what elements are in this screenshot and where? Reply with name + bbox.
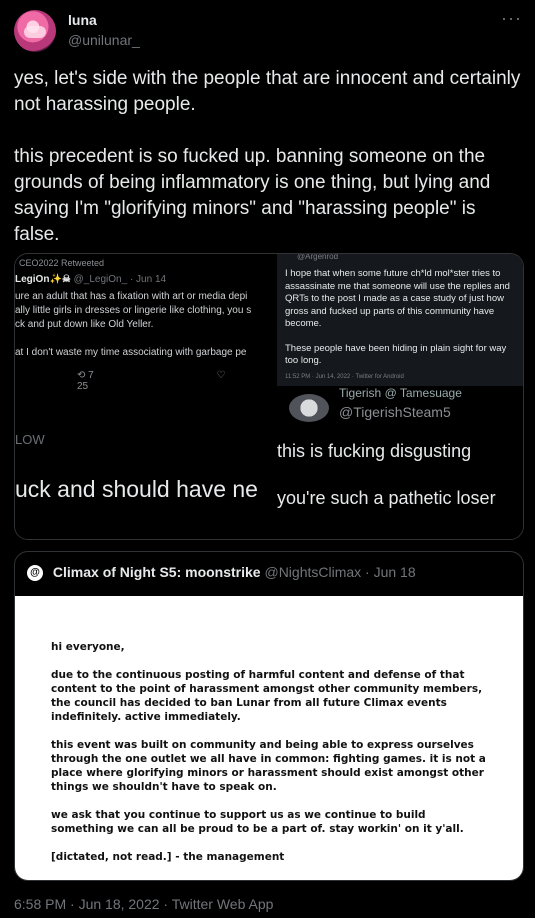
announcement-paragraph: due to the continuous posting of harmful content and defense of that content to the point of harassment amongst other community members, the council has decided to ban Lunar from all future Climax events indefinitely. active immediately.: [51, 669, 483, 723]
announcement-text: [51, 640, 491, 878]
like-count: 25: [77, 381, 89, 392]
embedded-line: ure an adult that has a fixation with art or media depi: [15, 291, 248, 302]
announcement-paragraph: this event was built on community and being able to express ourselves through the one outlet we all have in common: fighting games. it is not a place where glorifying minors or harassment should exist amongst other things we shouldn't have to speak on.: [51, 739, 486, 793]
embedded-line: at I don't waste my time associating with garbage pe: [15, 347, 247, 358]
embedded-line: [15, 332, 277, 346]
embedded-author: [15, 274, 166, 285]
embedded-handle: @_LegiOn_ · Jun 14: [73, 274, 167, 285]
avatar: [289, 394, 329, 422]
tweet-paragraph: yes, let's side with the people that are innocent and certainly not harassing people.: [14, 68, 521, 115]
embedded-name: LegiOn✨☠: [15, 274, 71, 285]
announcement-paragraph: we ask that you continue to support us as we continue to build something we can all be proud to be a part of. stay workin' on it y'all.: [51, 809, 464, 835]
retweet-count: 7: [88, 370, 94, 381]
embedded-name: Tigerish @ Tamesuage: [339, 386, 462, 400]
at-sign-icon: @: [27, 565, 43, 581]
embedded-paragraph: These people have been hiding in plain sight for way too long.: [285, 342, 507, 366]
quote-tweet[interactable]: [14, 551, 524, 881]
embedded-line: ally little girls in dresses or lingerie like clothing, you s: [15, 305, 252, 316]
tweet-media[interactable]: [14, 253, 524, 540]
tweet-header: [14, 8, 522, 58]
embedded-reply-text: you're such a pathetic loser: [277, 488, 496, 508]
retweeted-label: CEO2022 Retweeted: [19, 258, 105, 268]
embedded-reply-text: this is fucking disgusting: [277, 441, 472, 461]
quote-name[interactable]: Climax of Night S5: moonstrike: [52, 564, 261, 580]
embedded-handle: @TigerishSteam5: [339, 404, 451, 420]
embedded-big-text: uck and should have ne: [15, 476, 258, 502]
quote-image[interactable]: [15, 596, 523, 880]
embedded-line: ck and put down like Old Yeller.: [15, 319, 154, 330]
more-options-icon[interactable]: ···: [501, 8, 522, 28]
avatar[interactable]: [14, 10, 56, 52]
embedded-meta: 11:52 PM · Jun 14, 2022 · Twitter for Android: [285, 374, 404, 380]
heart-icon: ♡ 25: [77, 370, 226, 392]
tweet-paragraph: this precedent is so fucked up. banning someone on the grounds of being inflammatory is one thing, but lying and saying I'm "glorifying minors" and "harassing people" is false.: [14, 146, 491, 245]
tweet-timestamp[interactable]: 6:58 PM · Jun 18, 2022 · Twitter Web App: [14, 896, 274, 912]
embedded-body: [15, 290, 277, 360]
quote-handle[interactable]: @NightsClimax · Jun 18: [264, 564, 416, 580]
embedded-actions: [77, 370, 277, 392]
handle[interactable]: @unilunar_: [68, 32, 140, 48]
embedded-tweet-card: [277, 254, 523, 386]
media-image-left[interactable]: [15, 254, 277, 539]
tweet-text: [14, 66, 522, 274]
quote-header: [27, 564, 416, 581]
announcement-paragraph: [dictated, not read.] - the management: [51, 851, 285, 863]
display-name[interactable]: luna: [68, 12, 97, 28]
embedded-tweet-text: [285, 268, 519, 380]
embedded-low-text: LOW: [15, 432, 45, 447]
announcement-paragraph: hi everyone,: [51, 641, 125, 653]
media-image-right[interactable]: [277, 254, 523, 539]
retweet-icon: ⟲ 7: [77, 370, 94, 381]
embedded-paragraph: I hope that when some future ch*ld mol*ster tries to assassinate me that someone will use the replies and QRTs to the post I made as a case study of just how gross and fucked up parts of this community have become.: [285, 268, 510, 329]
embedded-handle: @Argenrod: [297, 254, 339, 261]
